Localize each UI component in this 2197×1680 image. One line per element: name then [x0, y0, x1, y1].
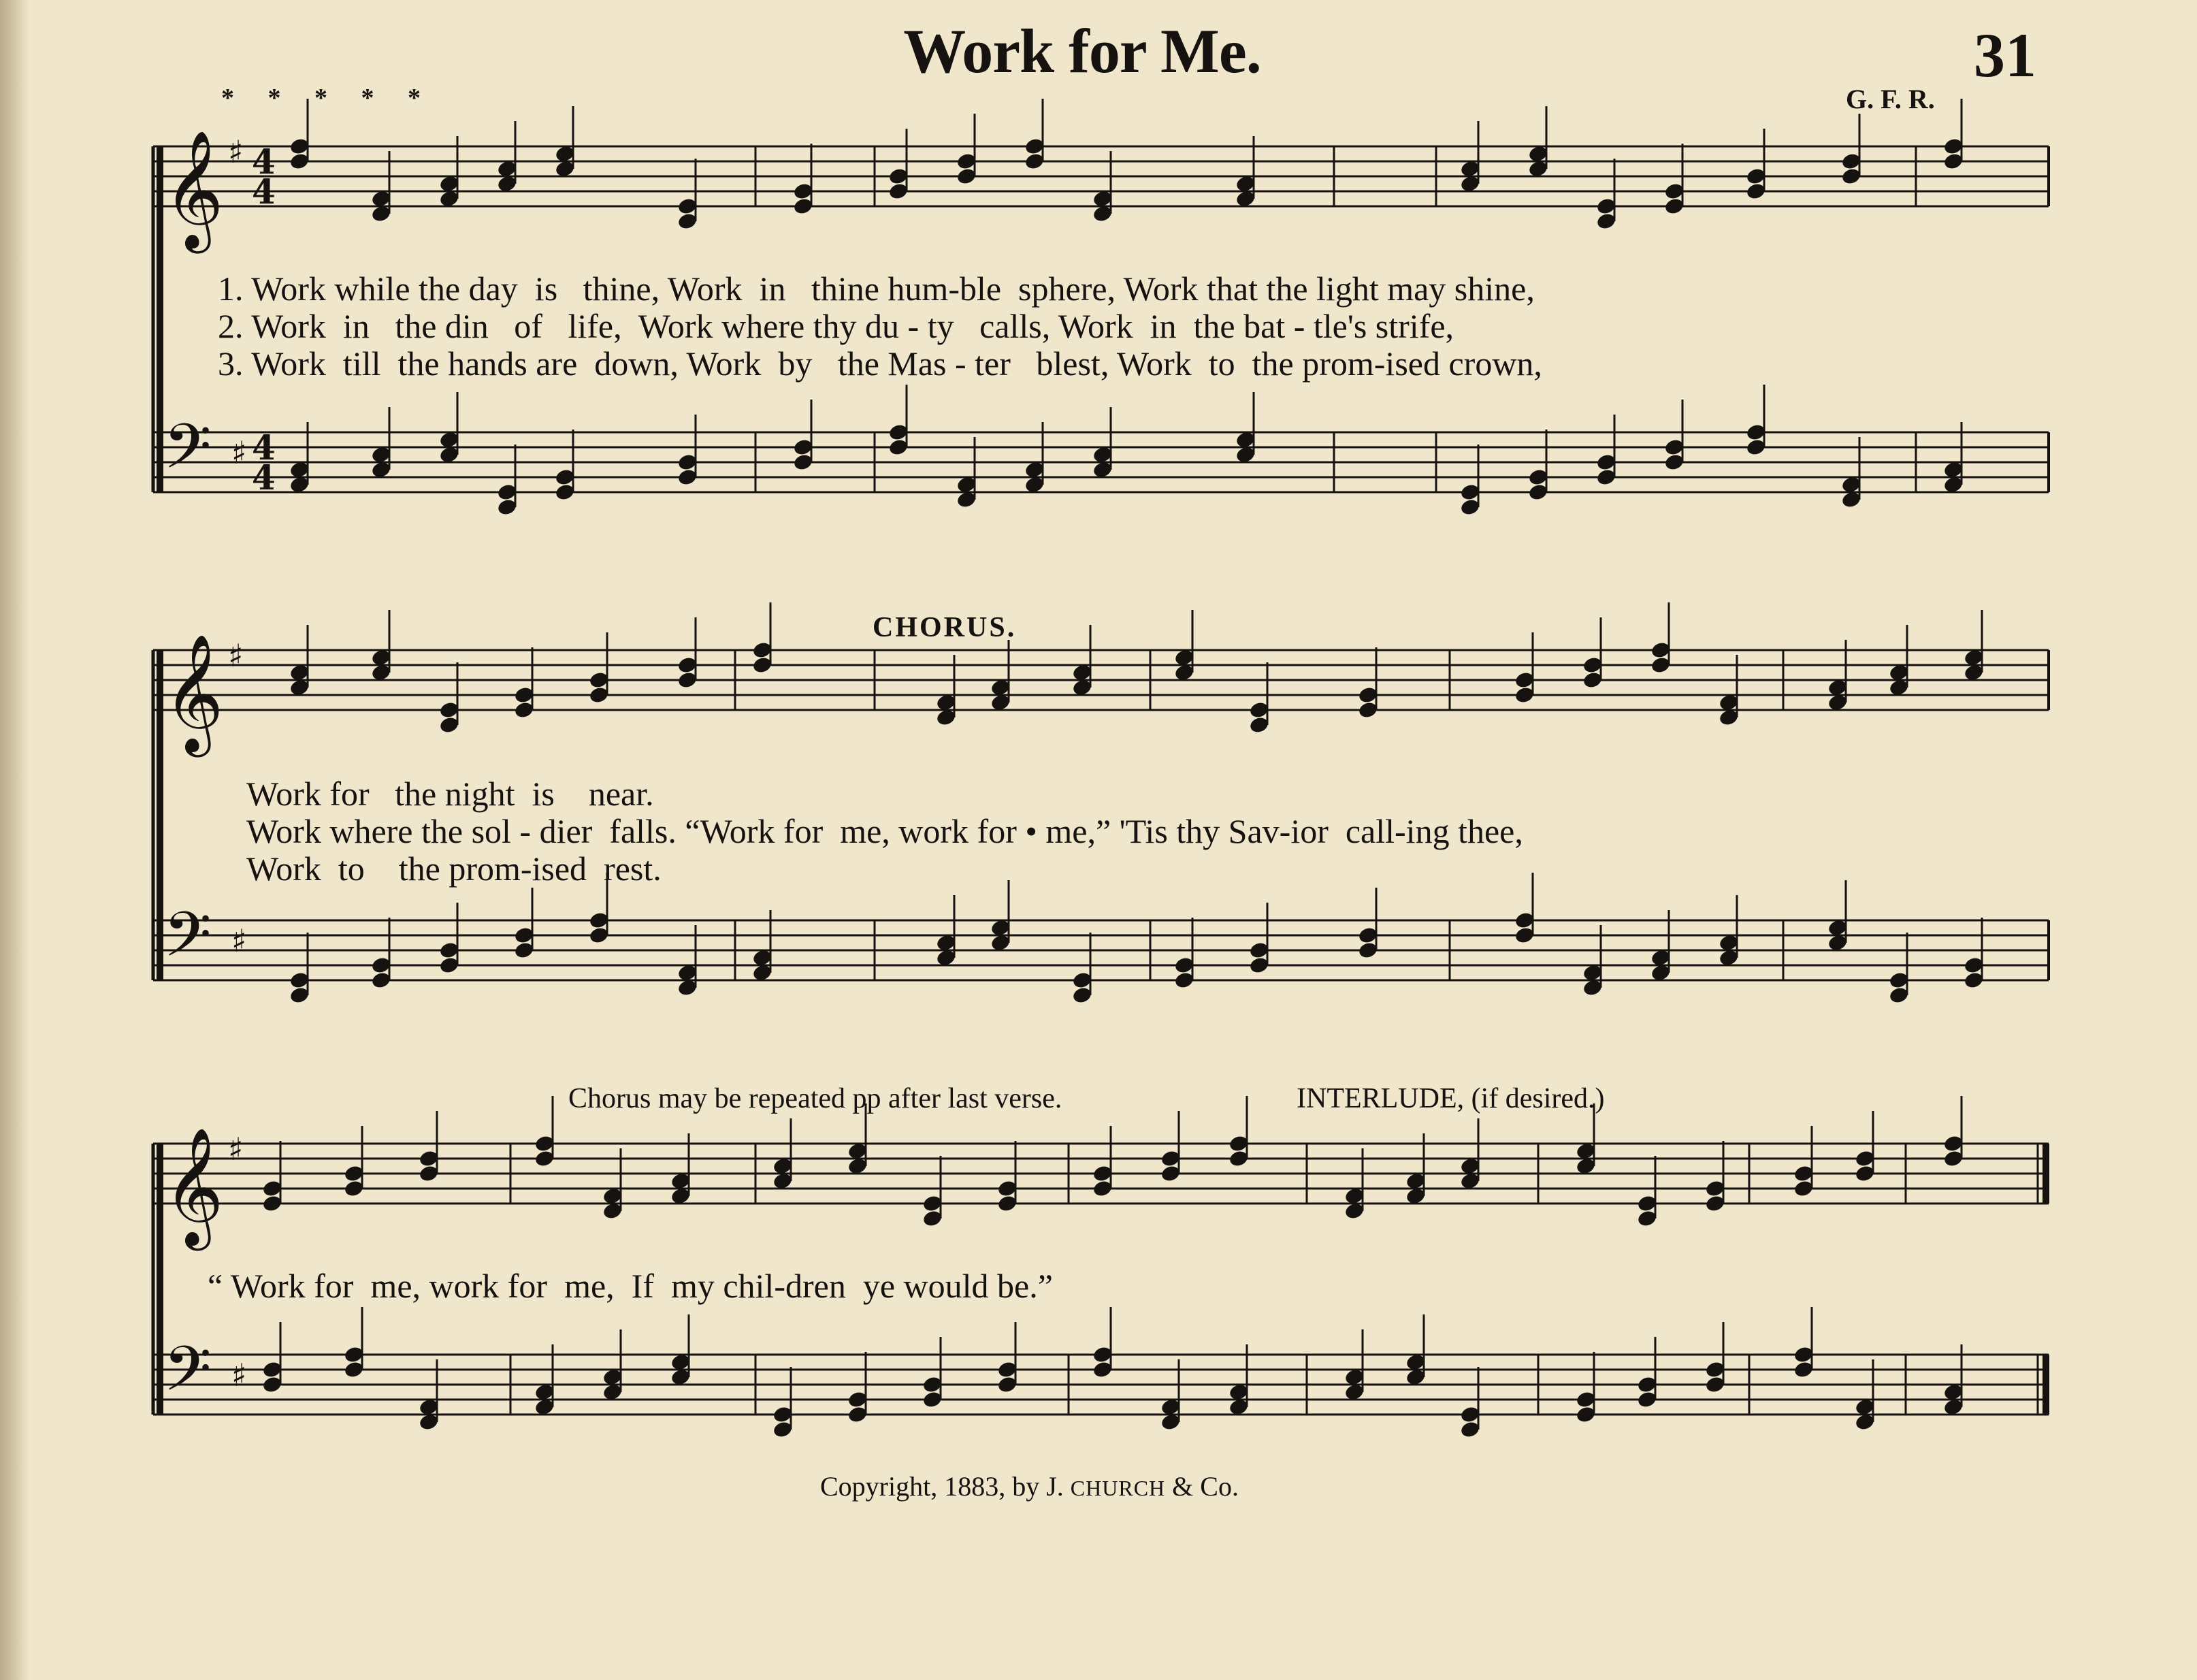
treble-clef-icon: 𝄞: [163, 130, 224, 248]
time-signature-digit: 4: [252, 172, 276, 212]
key-signature-sharp: ♯: [228, 1131, 244, 1167]
copyright-publisher: CHURCH: [1070, 1476, 1166, 1500]
copyright-prefix: Copyright, 1883, by J.: [820, 1471, 1071, 1502]
time-signature-digit: 4: [252, 142, 276, 182]
author-initials: G. F. R.: [1846, 84, 1935, 114]
key-signature-sharp: ♯: [231, 434, 247, 471]
copyright-notice: [820, 1470, 1239, 1502]
key-signature-sharp: ♯: [231, 922, 247, 959]
treble-clef-icon: 𝄞: [163, 1127, 224, 1246]
bass-clef-icon: 𝄢: [163, 899, 212, 986]
chorus-label: CHORUS.: [873, 612, 1017, 643]
system-2-verse-1: Work for the night is near.: [246, 775, 654, 813]
hymn-title: Work for Me.: [903, 16, 1261, 86]
bass-clef-icon: 𝄢: [163, 410, 212, 498]
tune-marker: * * * * *: [221, 84, 434, 112]
copyright-suffix: & Co.: [1165, 1471, 1239, 1502]
treble-clef-icon: 𝄞: [163, 634, 224, 752]
system-1-verse-2: 2. Work in the din of life, Work where thy du - ty calls, Work in the bat - tle's strife,: [218, 307, 1454, 345]
page-number: 31: [1974, 20, 2036, 90]
key-signature-sharp: ♯: [228, 637, 244, 674]
system-2-verse-3: Work to the prom-ised rest.: [246, 850, 662, 888]
system-3-lyric: “ Work for me, work for me, If my chil-dren ye would be.”: [208, 1267, 1053, 1305]
system-1-verse-3: 3. Work till the hands are down, Work by the Mas - ter blest, Work to the prom-ised crown,: [218, 344, 1542, 383]
system-2-verse-2: Work where the sol - dier falls. “Work for me, work for • me,” 'Tis thy Sav-ior call-ing thee,: [246, 812, 1523, 850]
time-signature-digit: 4: [252, 427, 276, 468]
key-signature-sharp: ♯: [231, 1357, 247, 1393]
interlude-label: INTERLUDE, (if desired.): [1297, 1083, 1605, 1114]
bass-clef-icon: 𝄢: [163, 1333, 212, 1420]
key-signature-sharp: ♯: [228, 133, 244, 170]
time-signature-digit: 4: [252, 457, 276, 498]
system-1-verse-1: 1. Work while the day is thine, Work in thine hum-ble sphere, Work that the light may shine,: [218, 270, 1535, 308]
performance-note: Chorus may be repeated pp after last verse.: [568, 1083, 1062, 1114]
